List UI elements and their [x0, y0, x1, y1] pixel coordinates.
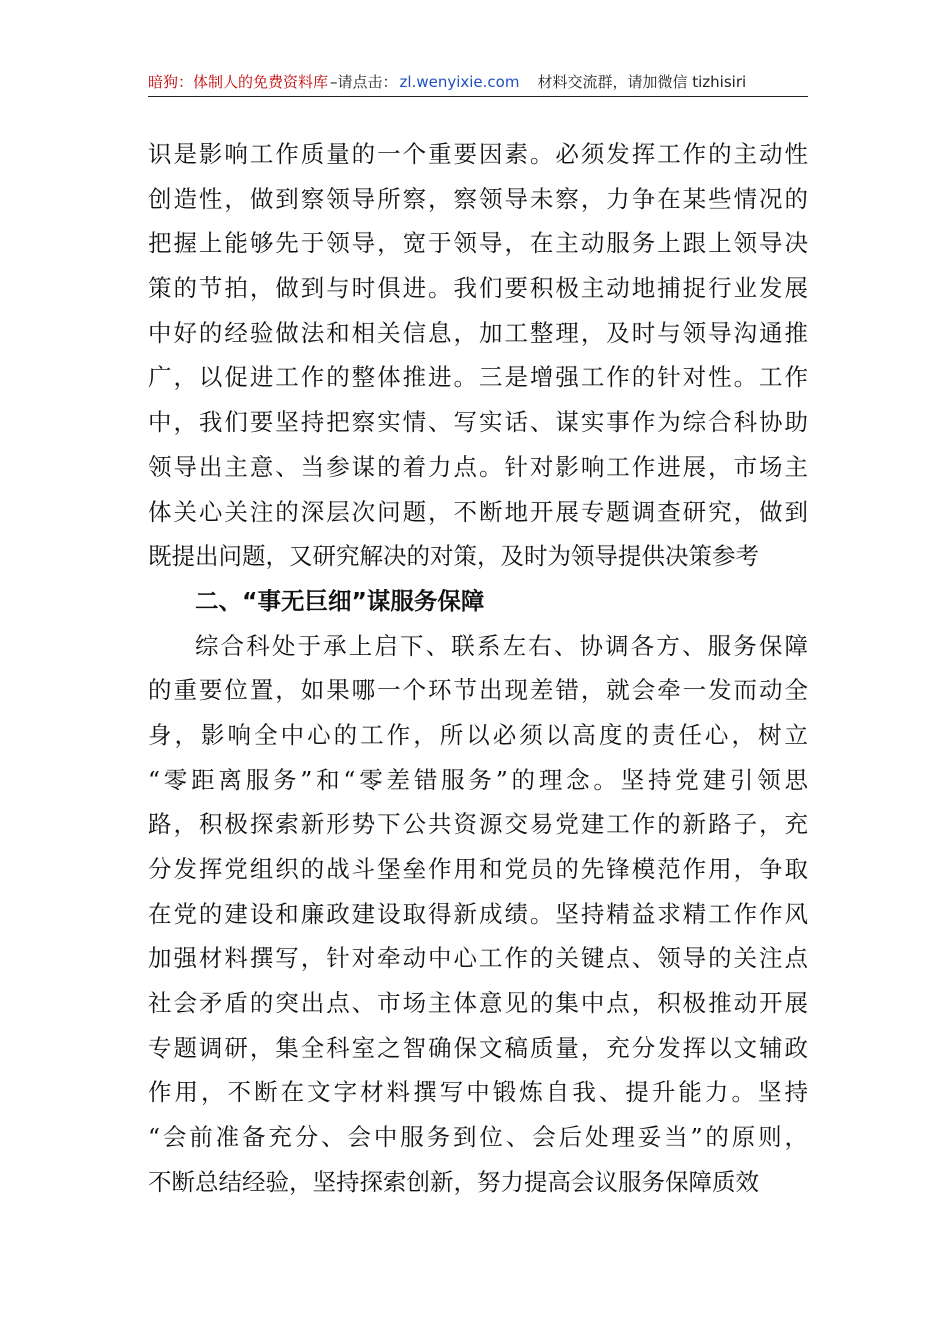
body-line: 的重要位置，如果哪一个环节出现差错，就会牵一发而动全: [148, 676, 808, 705]
body-line: 领导出主意、当参谋的着力点。针对影响工作进展，市场主: [148, 452, 808, 481]
body-line: “会前准备充分、会中服务到位、会后处理妥当”的原则，: [148, 1123, 808, 1152]
body-line: 中好的经验做法和相关信息，加工整理，及时与领导沟通推: [148, 318, 808, 347]
page-header: [148, 68, 808, 97]
body-line: 创造性，做到察领导所察，察领导未察，力争在某些情况的: [148, 184, 808, 213]
body-line: 把握上能够先于领导，宽于领导，在主动服务上跟上领导决: [148, 229, 808, 258]
body-line: 在党的建设和廉政建设取得新成绩。坚持精益求精工作作风: [148, 899, 808, 928]
body-line: 识是影响工作质量的一个重要因素。必须发挥工作的主动性: [148, 140, 808, 168]
body-line: 既提出问题，又研究解决的对策，及时为领导提供决策参考: [148, 542, 759, 571]
body-line: 不断总结经验，坚持探索创新，努力提高会议服务保障质效: [148, 1167, 759, 1196]
body-line: 身，影响全中心的工作，所以必须以高度的责任心，树立: [148, 720, 808, 749]
header-prompt: –请点击：: [330, 73, 398, 91]
body-line: 路，积极探索新形势下公共资源交易党建工作的新路子，充: [148, 810, 808, 839]
body-line: 策的节拍，做到与时俱进。我们要积极主动地捕捉行业发展: [148, 274, 808, 303]
body-line: 专题调研，集全科室之智确保文稿质量，充分发挥以文辅政: [148, 1033, 808, 1062]
body-line: 加强材料撰写，针对牵动中心工作的关键点、领导的关注点: [148, 944, 808, 973]
document-body: [148, 132, 808, 1205]
header-note: 材料交流群，请加微信 tizhisiri: [537, 73, 747, 91]
paragraph-first-line: 综合科处于承上启下、联系左右、协调各方、服务保障: [195, 631, 808, 660]
header-brand: 暗狗：体制人的免费资料库: [148, 73, 329, 91]
body-line: 社会矛盾的突出点、市场主体意见的集中点，积极推动开展: [148, 989, 808, 1018]
header-link[interactable]: zl.wenyixie.com: [399, 73, 520, 91]
body-line: “零距离服务”和“零差错服务”的理念。坚持党建引领思: [148, 765, 808, 794]
section-heading: 二、“事无巨细”谋服务保障: [195, 586, 485, 615]
body-line: 体关心关注的深层次问题，不断地开展专题调查研究，做到: [148, 497, 808, 526]
body-line: 中，我们要坚持把察实情、写实话、谋实事作为综合科协助: [148, 408, 808, 437]
body-line: 作用，不断在文字材料撰写中锻炼自我、提升能力。坚持: [148, 1078, 808, 1107]
body-line: 分发挥党组织的战斗堡垒作用和党员的先锋模范作用，争取: [148, 855, 808, 883]
body-line: 广，以促进工作的整体推进。三是增强工作的针对性。工作: [148, 363, 808, 392]
